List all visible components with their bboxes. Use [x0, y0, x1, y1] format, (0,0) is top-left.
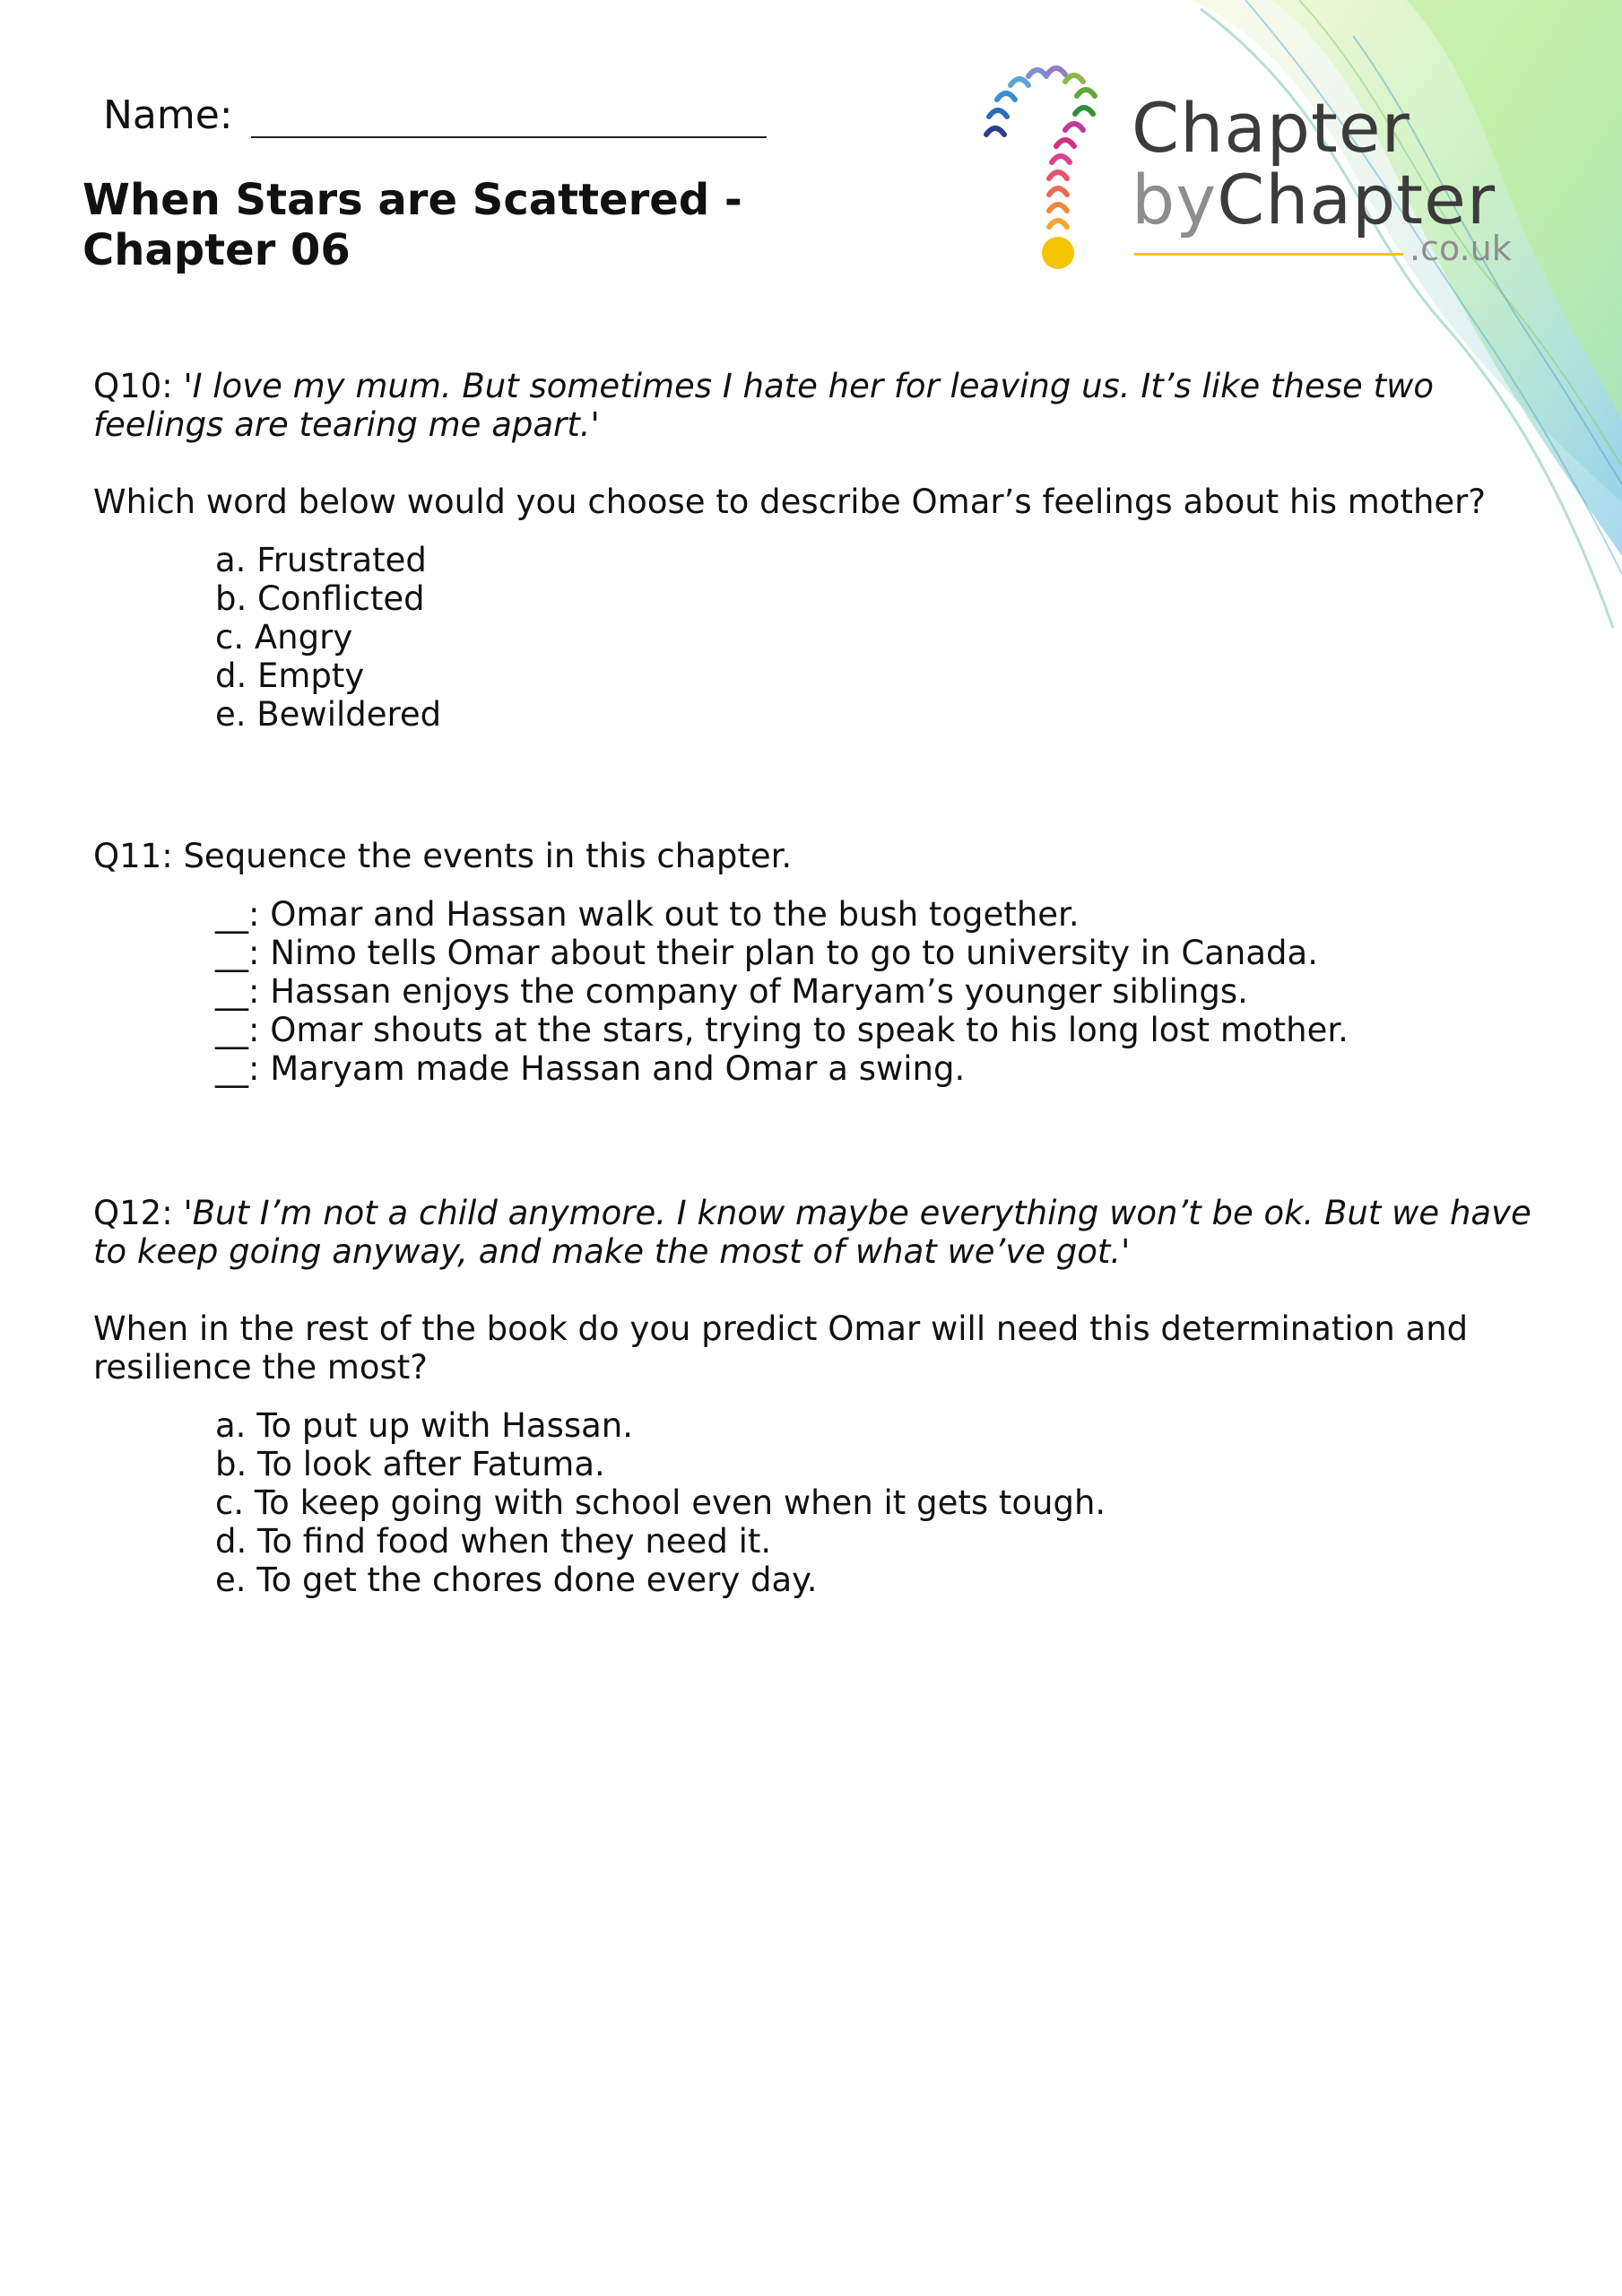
question-mark-of-books-icon: [986, 68, 1095, 227]
logo-domain: .co.uk: [1409, 229, 1512, 268]
question-10-quote-line: [93, 367, 1546, 444]
logo-dot: [1042, 237, 1074, 269]
question-12: [93, 1194, 1546, 1599]
worksheet-title: [82, 175, 742, 275]
name-row: [103, 92, 767, 138]
answer-option[interactable]: c. Angry: [215, 618, 353, 657]
question-number: Q11:: [93, 837, 173, 875]
answer-option[interactable]: b. Conflicted: [215, 579, 425, 618]
answer-option[interactable]: c. To keep going with school even when it gets tough.: [215, 1483, 1106, 1522]
answer-option[interactable]: a. To put up with Hassan.: [215, 1406, 634, 1445]
sequence-item[interactable]: __: Omar and Hassan walk out to the bush together.: [215, 895, 1080, 934]
answer-option[interactable]: a. Frustrated: [215, 541, 427, 579]
question-number: Q12:: [93, 1194, 173, 1232]
sequence-item[interactable]: __: Maryam made Hassan and Omar a swing.: [215, 1049, 966, 1088]
answer-option[interactable]: e. Bewildered: [215, 695, 442, 734]
logo-word-bychapter: [1132, 160, 1496, 239]
question-prompt: Which word below would you choose to describe Omar’s feelings about his mother?: [93, 483, 1487, 521]
question-11-prompt-line: [93, 837, 1546, 875]
question-10: [93, 367, 1546, 734]
question-prompt: When in the rest of the book do you predict Omar will need this determination and resilience the most?: [93, 1309, 1469, 1387]
question-number: Q10:: [93, 367, 173, 405]
question-quote: 'But I’m not a child anymore. I know maybe everything won’t be ok. But we have to keep going anyway, and make the most of what we’ve got.': [93, 1194, 1531, 1271]
answer-option[interactable]: b. To look after Fatuma.: [215, 1445, 605, 1483]
question-prompt: Sequence the events in this chapter.: [183, 837, 793, 875]
sequence-item[interactable]: __: Hassan enjoys the company of Maryam’s younger siblings.: [215, 972, 1248, 1011]
answer-option[interactable]: d. Empty: [215, 657, 365, 695]
logo-word-chapter-2: Chapter: [1217, 160, 1496, 239]
logo-word-chapter: Chapter: [1132, 88, 1410, 168]
sequence-item[interactable]: __: Nimo tells Omar about their plan to go to university in Canada.: [215, 934, 1318, 972]
sequence-item[interactable]: __: Omar shouts at the stars, trying to speak to his long lost mother.: [215, 1011, 1349, 1049]
logo-underline: [1134, 253, 1403, 256]
answer-option[interactable]: d. To find food when they need it.: [215, 1522, 772, 1561]
question-11: [93, 837, 1546, 1088]
title-line-1: When Stars are Scattered -: [82, 175, 742, 225]
question-12-quote-line: [93, 1194, 1546, 1271]
name-field-line[interactable]: [251, 93, 767, 138]
answer-option[interactable]: e. To get the chores done every day.: [215, 1561, 818, 1599]
name-label: Name:: [103, 92, 233, 138]
title-line-2: Chapter 06: [82, 225, 351, 275]
answer-options: [215, 541, 1622, 734]
question-quote: 'I love my mum. But sometimes I hate her for leaving us. It’s like these two feelings are tearing me apart.': [93, 367, 1434, 444]
logo-word-by: by: [1132, 160, 1218, 239]
answer-options: [215, 1406, 1622, 1599]
sequence-items: [215, 895, 1622, 1088]
